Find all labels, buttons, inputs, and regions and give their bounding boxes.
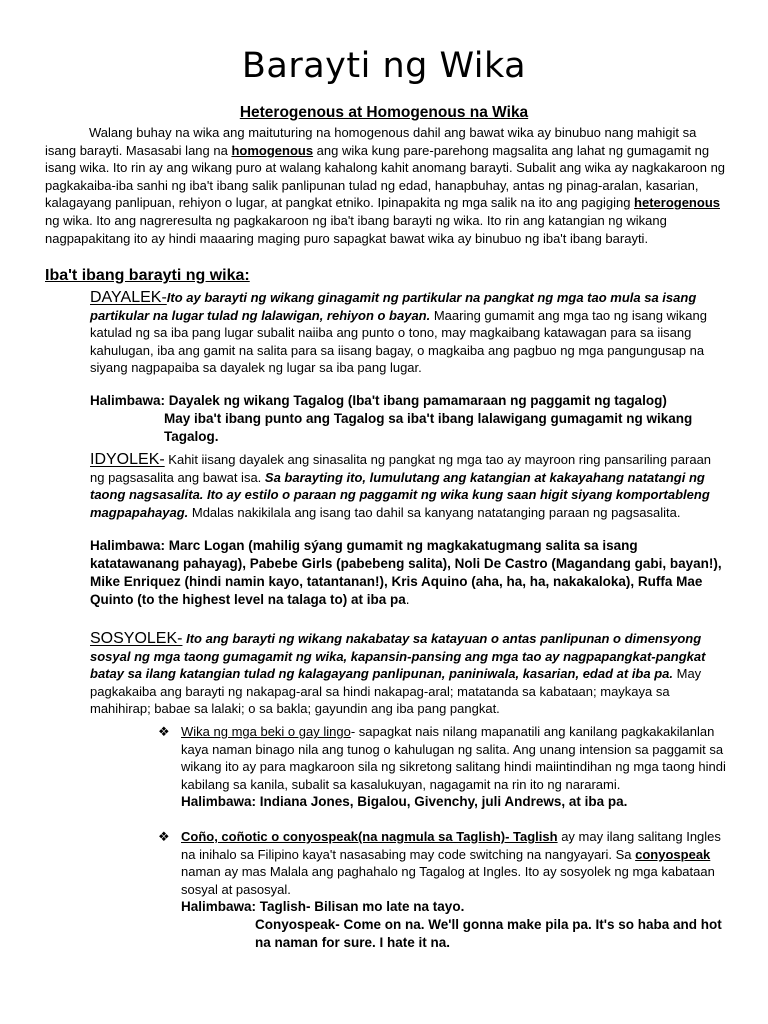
intro-text-3: ng wika. Ito ang nagreresulta ng pagkakaroon ng iba't ibang barayti ng wika. Ito rin ang katangian ng wikang nagpapakitang ito ay hindi maaaring maging puro sapagkat bawat wika ay binubuo ng iba't ibang barayti. [45, 212, 667, 246]
conyo-example-2: Conyospeak- Come on na. We'll gonna make pila pa. It's so haba and hot na naman for sure. I hate it na. [255, 916, 722, 950]
intro-paragraph [45, 124, 727, 247]
intro-text-1: Walang buhay na wika ang maituturing na homogenous dahil ang bawat wika ay binubuo nang mahigit sa isang barayti. Masasabi lang na [45, 125, 697, 158]
idyolek-description-2: Mdalas nakikilala ang isang tao dahil sa kanyang natatanging paraan ng pagsasalita. [188, 504, 681, 520]
gay-lingo-description: - sapagkat nais nilang mapanatili ang kanilang pagkakakilanlan kaya naman binago nila ang tunog o kahulugan ng salita. Ang unang intension sa paggamit sa wikang ito ay para magkaroon sila ng sikretong salitang hindi maiintindihan ng mga taong hindi kabilang sa kanila, subalit sa kasalukuyan, nagagamit na rin ito ng nararami. [181, 724, 726, 792]
sosyolek-description: May pagkakaiba ang barayti ng nakapag-aral sa hindi nakapag-aral; matatanda sa kabataan; maykaya sa mahihirap; babae sa lalaki; o sa bakla; gayundin ang iba pang pangkat. [90, 666, 702, 717]
conyo-example-1: Halimbawa: Taglish- Bilisan mo late na tayo. [181, 899, 465, 915]
dayalek-example: Halimbawa: Dayalek ng wikang Tagalog (Iba't ibang pamamaraan ng paggamit ng tagalog) [90, 392, 667, 408]
conyo-description-2: naman ay mas Malala ang paghahalo ng Tagalog at Ingles. Ito ay sosyolek ng mga kabataan sosyal at pasosyal. [181, 864, 715, 897]
term-homogenous: homogenous [231, 142, 314, 158]
page-title: Barayti ng Wika [241, 46, 527, 86]
conyo-heading: Coño, coñotic o conyospeak(na nagmula sa Taglish)- Taglish [181, 829, 558, 844]
dayalek-definition: Ito ay barayti ng wikang ginagamit ng partikular na pangkat ng mga tao mula sa isang partikular na lugar tulad ng lalawigan, rehiyon o bayan. [90, 290, 697, 323]
intro-text-2: ang wika kung pare-parehong magsalita ang lahat ng gumagamit ng isang wika. Ito rin ay ang wikang puro at walang kahalong kahit anomang barayti. Subalit ang wika ay nagkakaroon ng pagkakaiba-iba sanhi ng iba't ibang salik panlipunan tulad ng edad, hanapbuhay, antas ng pinag-aralan, kasarian, kalagayang panlipuan, rehiyon o lugar, at pangkat etniko. Ipinapakita ng mga salik na ito ang pagiging [45, 142, 726, 211]
sosyolek-definition: Ito ang barayti ng wikang nakabatay sa katayuan o antas panlipunan o dimensyong sosyal ng mga taong gumagamit ng wika, kapansin-pansing ang mga tao ay nagpapangkat-pangkat batay sa ilang katangian tulad ng kalagayang panlipunan, paniniwala, kasarian, edad at iba pa. [90, 631, 706, 682]
sosyolek-section [68, 630, 728, 718]
diamond-bullet-icon: ❖ [158, 829, 170, 844]
dayalek-description: Maaring gumamit ang mga tao ng isang wikang katulad ng sa iba pang lugar subalit naiiba ang punto o tono, may magkaibang katawagan para sa iisang kahulugan, iba ang gamit na salita para sa iisang bagay, o magkaiba ang pagbuo ng mga pangungusap na siyang nagpapaiba sa dayalek ng lugar sa iba pang lugar. [90, 307, 707, 376]
dayalek-section [68, 289, 728, 446]
idyolek-example [68, 537, 728, 609]
sosyolek-term: SOSYOLEK- [90, 630, 183, 647]
diamond-bullet-icon: ❖ [158, 724, 170, 739]
dayalek-example-2: May iba't ibang punto ang Tagalog sa iba't ibang lalawigang gumagamit ng wikang Tagalog. [164, 410, 693, 444]
gay-lingo-heading: Wika ng mga beki o gay lingo [181, 724, 351, 739]
term-heterogenous: heterogenous [634, 195, 720, 211]
idyolek-section [68, 451, 728, 609]
idyolek-example-end: . [405, 592, 410, 608]
gay-lingo-example: Halimbawa: Indiana Jones, Bigalou, Givenchy, juli Andrews, at iba pa. [181, 794, 628, 810]
idyolek-description: Kahit iisang dayalek ang sinasalita ng pangkat ng mga tao ay mayroon ring pansariling paraan ng pagsasalita ang bawat isa. [90, 452, 712, 485]
idyolek-term: IDYOLEK- [90, 451, 165, 468]
dayalek-term: DAYALEK- [90, 289, 167, 306]
varieties-heading: Iba't ibang barayti ng wika: [45, 267, 250, 284]
idyolek-example-text: Halimbawa: Marc Logan (mahilig sýang gumamit ng magkakatugmang salita sa isang katatawanang pahayag), Pabebe Girls (pabebeng salita), Noli De Castro (Magandang gabi, bayan!), Mike Enriquez (hindi namin kayo, tatantanan!), Kris Aquino (aha, ha, ha, nakakaloka), Ruffa Mae Quinto (to the highest level na talaga to) at iba pa [90, 538, 722, 608]
term-conyospeak: conyospeak [635, 846, 711, 862]
conyo-description-1: ay may ilang salitang Ingles na inihalo sa Filipino kaya't nasasabing may code switching na nangyayari. Sa [181, 829, 721, 862]
list-item-gay-lingo [158, 723, 728, 811]
list-item-conyospeak [158, 828, 728, 951]
section-subtitle: Heterogenous at Homogenous na Wika [239, 104, 529, 121]
idyolek-definition: Sa barayting ito, lumulutang ang katangian at kakayahang natatangi ng taong nagsasalita. Ito ay estilo o paraan ng paggamit ng wika kung saan higit siyang komportableng magpapahayag. [90, 469, 710, 520]
